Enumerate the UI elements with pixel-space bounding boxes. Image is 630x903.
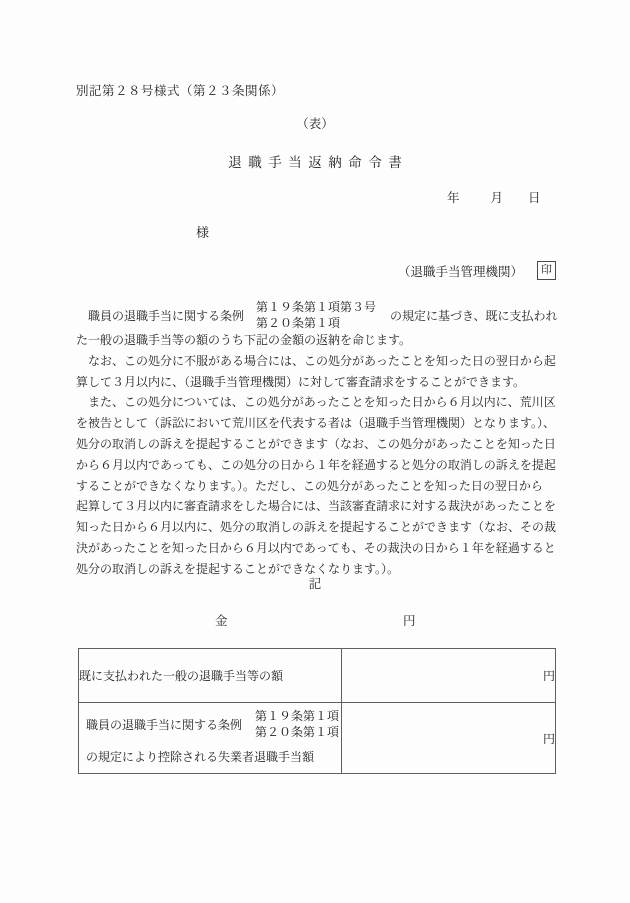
clause-bottom-line: 第２０条第１項 [255, 725, 340, 739]
table-row [79, 703, 556, 774]
body-line: 算して３月以内に、（退職手当管理機関）に対して審査請求をすることができます。 [76, 374, 526, 389]
form-number-line: 別記第２８号様式（第２３条関係） [76, 84, 285, 98]
retirement-allowance-table [78, 648, 556, 774]
document-title: 退職手当返納命令書 [228, 155, 409, 170]
body-line: 知った日から６月以内に、処分の取消しの訴えを提起することができます（なお、その裁 [76, 520, 557, 535]
record-label: 記 [308, 577, 322, 591]
day-label: 日 [528, 191, 541, 205]
row2-label-cell [79, 703, 342, 774]
body-line: 処分の取消しの訴えを提起することができなくなります。）。 [76, 561, 400, 576]
p1-suffix: の規定に基づき、既に支払われ [390, 308, 558, 323]
clause-reference-stack [256, 299, 376, 331]
month-label: 月 [490, 191, 504, 205]
table-row [79, 649, 556, 703]
body-line: 決があったことを知った日から６月以内であっても、その裁決の日から１年を経過すると [76, 540, 556, 555]
paragraph-1-first-line [76, 298, 570, 332]
date-line [447, 188, 541, 206]
row1-label-cell: 既に支払われた一般の退職手当等の額 [79, 649, 342, 703]
body-line: 処分の取消しの訴えを提起することができます（なお、この処分があったことを知った日 [76, 436, 556, 451]
clause-reference-stack [255, 708, 339, 740]
body-line: また、この処分については、この処分があったことを知った日から６月以内に、荒川区 [76, 395, 556, 410]
body-text-block [76, 330, 570, 580]
front-side-label: （表） [296, 117, 334, 131]
seal-label: 印 [541, 264, 553, 276]
issuer-label: （退職手当管理機関） [398, 264, 524, 279]
row1-amount-cell: 円 [342, 649, 556, 703]
body-line: から６月以内であっても、この処分の日から１年を経過すると処分の取消しの訴えを提起 [76, 457, 556, 472]
body-line: することができなくなります。）。ただし、この処分があったことを知った日の翌日から [76, 478, 543, 493]
body-line: 起算して３月以内に審査請求をした場合には、当該審査請求に対する裁決があったことを [76, 499, 556, 514]
row2-label-suffix: の規定により控除される失業者退職手当額 [86, 750, 315, 764]
issuer-line [398, 261, 556, 280]
body-line: なお、この処分に不服がある場合には、この処分があったことを知った日の翌日から起 [76, 353, 556, 368]
amount-label: 金 [215, 614, 228, 628]
row2-amount-cell: 円 [342, 703, 556, 774]
addressee-honorific: 様 [196, 225, 210, 240]
row2-label-prefix: 職員の退職手当に関する条例 [86, 717, 243, 732]
body-line: を被告として（訴訟において荒川区を代表する者は（退職手当管理機関）となります。）、 [76, 416, 556, 431]
p1-prefix: 職員の退職手当に関する条例 [76, 308, 245, 323]
seal-stamp-icon [537, 261, 556, 280]
clause-top-line: 第１９条第１項第３号 [256, 300, 377, 314]
body-line: た一般の退職手当等の額のうち下記の金額の返納を命じます。 [76, 333, 412, 347]
amount-unit-label: 円 [403, 614, 416, 628]
clause-bottom-line: 第２０条第１項 [256, 316, 341, 330]
year-label: 年 [447, 191, 460, 205]
clause-top-line: 第１９条第１項 [255, 709, 340, 723]
